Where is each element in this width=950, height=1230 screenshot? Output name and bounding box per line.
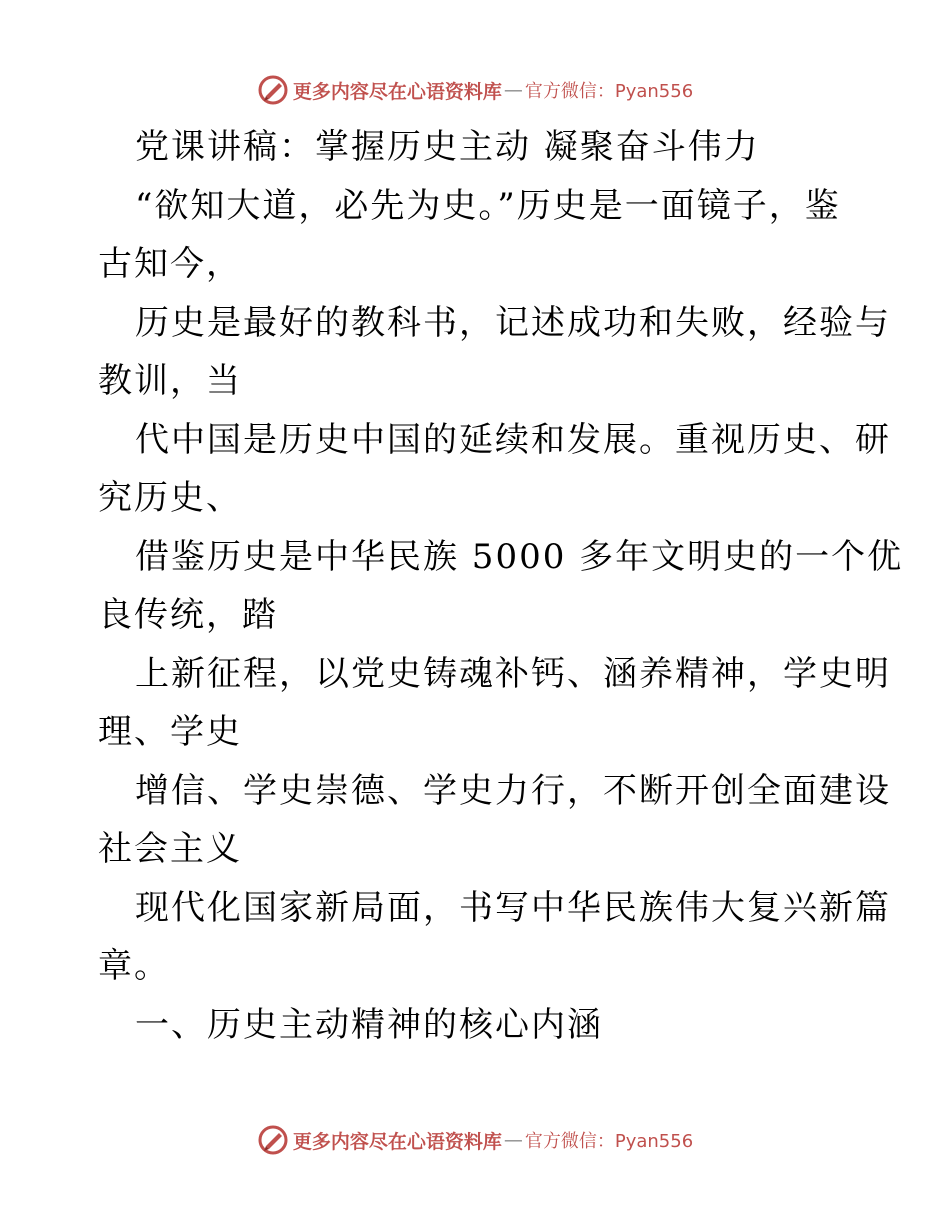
paragraph-line: 教训，当 <box>98 361 242 401</box>
paragraph-line: 理、学史 <box>98 712 242 752</box>
paragraph-line: 代中国是历史中国的延续和发展。重视历史、研 <box>135 419 891 460</box>
watermark-separator: — <box>503 79 523 101</box>
red-pen-logo-icon <box>257 74 289 106</box>
watermark-site-text: 更多内容尽在心语资料库 <box>292 80 502 103</box>
paragraph-line: 增信、学史崇德、学史力行，不断开创全面建设 <box>135 770 891 811</box>
watermark-separator: — <box>503 1129 523 1151</box>
paragraph-line: “欲知大道，必先为史。”历史是一面镜子，鉴 <box>135 185 841 226</box>
header-watermark <box>0 72 950 108</box>
watermark-wechat-text: 官方微信：Pyan556 <box>524 81 694 102</box>
footer-watermark <box>0 1122 950 1158</box>
paragraph-line: 现代化国家新局面，书写中华民族伟大复兴新篇 <box>135 887 891 928</box>
paragraph-line: 章。 <box>98 946 170 986</box>
paragraph-line: 究历史、 <box>98 478 242 518</box>
paragraph-line: 古知今， <box>98 244 242 284</box>
paragraph-line: 上新征程，以党史铸魂补钙、涵养精神，学史明 <box>135 653 891 694</box>
document-title: 党课讲稿：掌握历史主动 凝聚奋斗伟力 <box>135 127 760 167</box>
paragraph-line: 历史是最好的教科书，记述成功和失败，经验与 <box>135 302 891 343</box>
watermark-site-text: 更多内容尽在心语资料库 <box>292 1130 502 1153</box>
paragraph-line: 借鉴历史是中华民族 5000 多年文明史的一个优 <box>135 536 904 577</box>
paragraph-line: 社会主义 <box>98 829 242 869</box>
section-heading: 一、历史主动精神的核心内涵 <box>135 1004 603 1045</box>
red-pen-logo-icon <box>257 1124 289 1156</box>
paragraph-line: 良传统，踏 <box>98 595 278 635</box>
document-body <box>98 118 904 1054</box>
watermark-wechat-text: 官方微信：Pyan556 <box>524 1131 694 1152</box>
